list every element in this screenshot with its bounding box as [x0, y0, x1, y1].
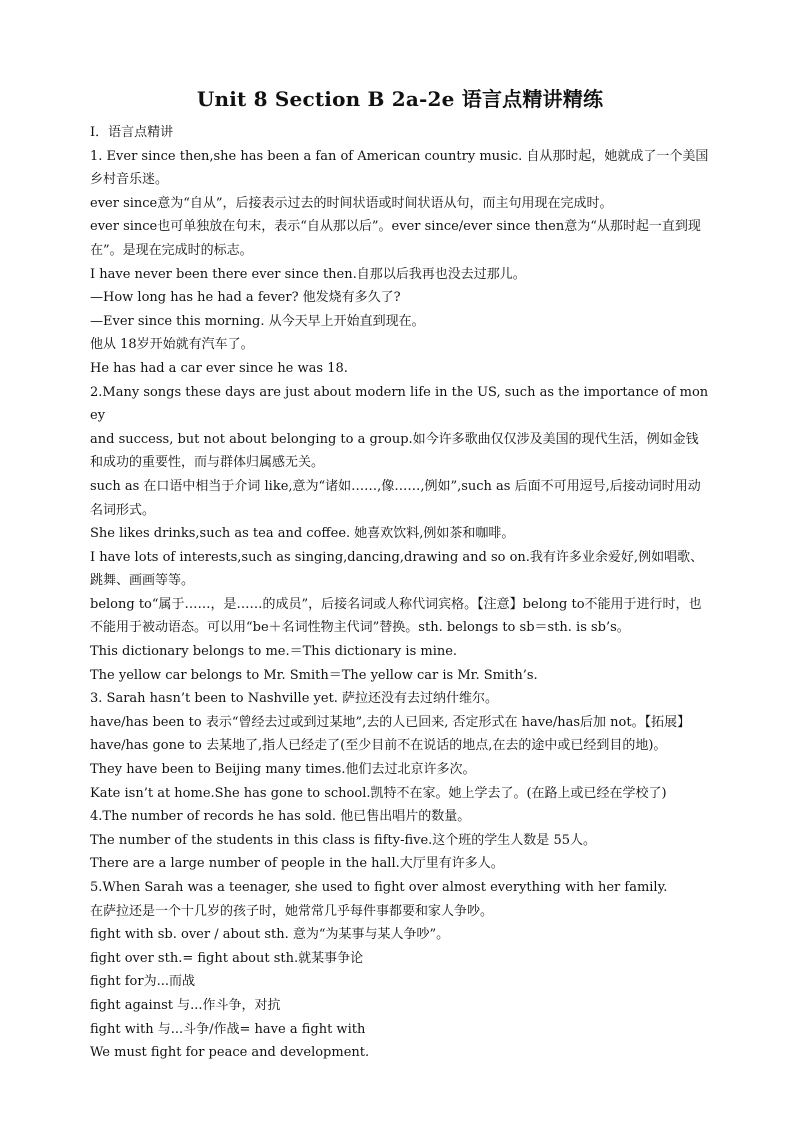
- paragraph-line: have/has been to 表示“曾经去过或到过某地”,去的人已回来, 否定形式在 have/has后加 not。【拓展】: [90, 714, 691, 730]
- paragraph-line: There are a large number of people in the hall.大厅里有许多人。: [90, 856, 504, 872]
- paragraph-line: The number of the students in this class is fifty-five.这个班的学生人数是 55人。: [90, 832, 596, 848]
- paragraph-line: fight against 与...作斗争，对抗: [90, 997, 281, 1013]
- paragraph-line: fight for为...而战: [90, 974, 195, 990]
- paragraph-line: 5.When Sarah was a teenager, she used to fight over almost everything with her family.: [90, 880, 668, 895]
- paragraph-line: I have lots of interests,such as singing,dancing,drawing and so on.我有许多业余爱好,例如唱歌、跳舞、画画等等。: [90, 549, 704, 589]
- paragraph-line: fight over sth.= fight about sth.就某事争论: [90, 950, 364, 966]
- document-content: [90, 121, 710, 1065]
- paragraph-line: 2.Many songs these days are just about modern life in the US, such as the importance of money: [90, 384, 709, 424]
- paragraph-line: belong to“属于……，是……的成员”，后接名词或人称代词宾格。【注意】belong to不能用于进行时，也不能用于被动语态。可以用“be＋名词性物主代词”替换。sth. belongs to sb＝sth. is sb’s。: [90, 596, 702, 636]
- paragraph-line: ever since意为“自从”，后接表示过去的时间状语或时间状语从句，而主句用现在完成时。: [90, 195, 613, 211]
- paragraph-line: —Ever since this morning. 从今天早上开始直到现在。: [90, 313, 425, 329]
- paragraph-line: She likes drinks,such as tea and coffee. 她喜欢饮料,例如茶和咖啡。: [90, 526, 515, 542]
- paragraph-line: He has had a car ever since he was 18.: [90, 360, 348, 376]
- paragraph-line: 在萨拉还是一个十几岁的孩子时，她常常几乎每件事都要和家人争吵。: [90, 903, 494, 919]
- paragraph-line: fight with 与...斗争/作战= have a fight with: [90, 1021, 366, 1037]
- paragraph-line: Kate isn’t at home.She has gone to school.凯特不在家。她上学去了。(在路上或已经在学校了): [90, 785, 667, 801]
- paragraph-line: The yellow car belongs to Mr. Smith＝The yellow car is Mr. Smith’s.: [90, 667, 538, 683]
- paragraph-line: This dictionary belongs to me.＝This dictionary is mine.: [90, 644, 458, 660]
- paragraph-line: such as 在口语中相当于介词 like,意为“诸如……,像……,例如”,such as 后面不可用逗号,后接动词时用动名词形式。: [90, 478, 701, 518]
- paragraph-line: fight with sb. over / about sth. 意为“为某事与某人争吵”。: [90, 927, 450, 943]
- document-title: Unit 8 Section B 2a-2e 语言点精讲精练: [196, 87, 604, 111]
- paragraph-line: They have been to Beijing many times.他们去过北京许多次。: [90, 762, 476, 778]
- paragraph-line: I have never been there ever since then.自那以后我再也没去过那儿。: [90, 266, 526, 282]
- paragraph-line: have/has gone to 去某地了,指人已经走了(至少目前不在说话的地点,在去的途中或已经到目的地)。: [90, 738, 667, 754]
- paragraph-line: and success, but not about belonging to a group.如今许多歌曲仅仅涉及美国的现代生活，例如金钱和成功的重要性，而与群体归属感无关。: [90, 431, 699, 471]
- paragraph-line: —How long has he had a fever? 他发烧有多久了?: [90, 290, 401, 306]
- paragraph-line: 4.The number of records he has sold. 他已售出唱片的数量。: [90, 809, 471, 825]
- section-heading: I．语言点精讲: [90, 125, 174, 140]
- paragraph-line: 他从 18岁开始就有汽车了。: [90, 337, 254, 353]
- paragraph-line: We must fight for peace and development.: [90, 1045, 370, 1061]
- paragraph-line: 1. Ever since then,she has been a fan of American country music. 自从那时起，她就成了一个美国乡村音乐迷。: [90, 148, 709, 188]
- paragraph-line: 3. Sarah hasn’t been to Nashville yet. 萨拉还没有去过纳什维尔。: [90, 691, 499, 707]
- paragraph-line: ever since也可单独放在句末，表示“自从那以后”。ever since/ever since then意为“从那时起一直到现在”。是现在完成时的标志。: [90, 219, 701, 258]
